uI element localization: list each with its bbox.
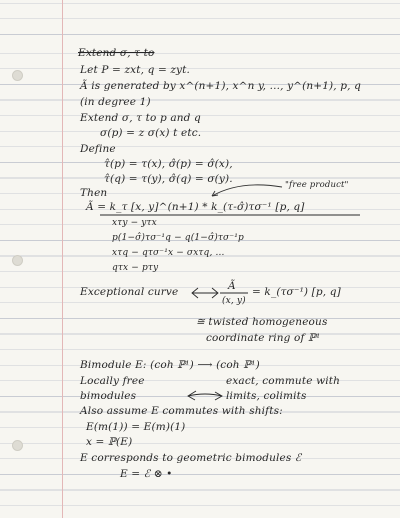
formula-line: = k_(τσ⁻¹) [p, q] [252, 286, 341, 298]
text-line: (in degree 1) [80, 96, 151, 108]
text-line: E corresponds to geometric bimodules ℰ [80, 452, 302, 464]
formula-line: xτq − qτσ⁻¹x − σxτq, ... [112, 248, 225, 258]
annotation-free-product: "free product" [285, 180, 349, 190]
text-line: Bimodule E: (coh ℙ¹) ⟶ (coh ℙ¹) [80, 359, 260, 371]
text-line: Also assume E commutes with shifts: [80, 405, 283, 417]
text-line: Exceptional curve [80, 286, 179, 298]
text-line: ≅ twisted homogeneous [196, 316, 328, 328]
formula-line: xτy − yτx [112, 218, 157, 228]
text-line: x = ℙ(E) [86, 436, 133, 448]
text-line: exact, commute with [226, 375, 340, 387]
text-line: Extend σ, τ to p and q [80, 112, 201, 124]
formula-line: qτx − pτy [112, 263, 159, 273]
text-line: Define [80, 143, 116, 155]
double-arrow-icon [188, 391, 222, 400]
formula-line: p(1−σ̂)τσ⁻¹q − q(1−σ̂)τσ⁻¹p [112, 233, 244, 243]
text-line: E(m(1)) = E(m)(1) [86, 421, 186, 433]
text-line: bimodules [80, 390, 137, 402]
struck-line: Extend σ, τ to [78, 47, 155, 59]
text-line: E = ℰ ⊗ • [120, 468, 173, 480]
text-line: σ(p) = z σ(x) t etc. [100, 127, 202, 139]
double-arrow-icon [192, 288, 218, 298]
text-line: coordinate ring of ℙ¹ [206, 332, 321, 344]
formula-denominator: (x, y) [222, 296, 246, 306]
text-line: τ̂(p) = τ(x), σ̂(p) = σ̂(x), [104, 158, 233, 170]
text-line: τ̂(q) = τ(y), σ̂(q) = σ(y). [104, 173, 233, 185]
text-line: limits, colimits [226, 390, 307, 402]
formula-numerator: Ã [228, 280, 236, 292]
text-line: Ã is generated by x^(n+1), x^n y, ..., y^(n+1), p, q [80, 80, 361, 92]
text-line: Locally free [80, 375, 145, 387]
formula-line: Ã = k_τ [x, y]^(n+1) * k_(τ-σ̂)τσ⁻¹ [p, q] [86, 201, 305, 213]
text-line: Let P = zxt, q = zyt. [80, 64, 190, 76]
text-line: Then [80, 187, 108, 199]
